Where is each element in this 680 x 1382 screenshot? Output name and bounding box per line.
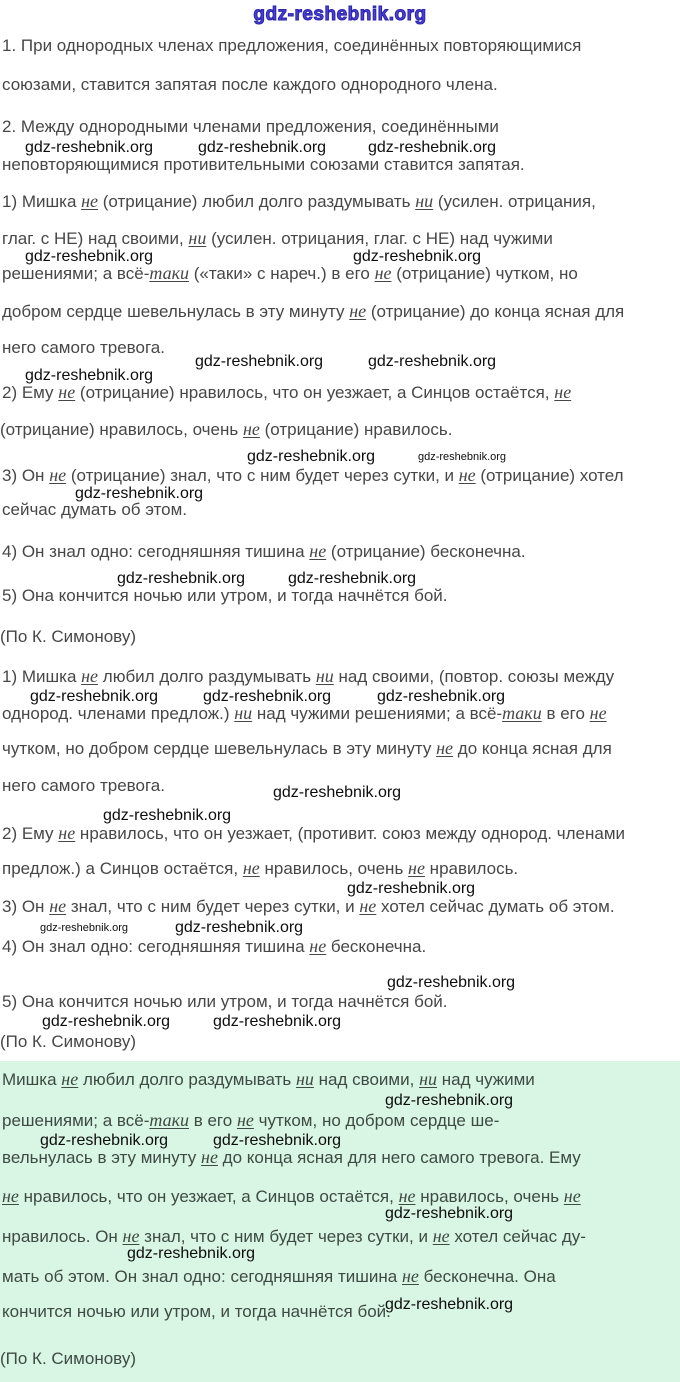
- text-segment: 1. При однородных членах предложения, соединённых повторяющимися: [2, 36, 582, 55]
- text-segment: бесконечна.: [326, 937, 427, 956]
- text-segment: (отрицание) нравилось, очень: [0, 420, 243, 439]
- text-segment: до конца ясная для него самого тревога. Ему: [217, 1148, 581, 1167]
- underlined-word: ни: [295, 1069, 314, 1089]
- text-segment: Мишка: [2, 1070, 62, 1089]
- text-segment: над своими, (повтор. союзы между: [333, 667, 615, 686]
- watermark-text: gdz-reshebnik.org: [213, 1013, 342, 1030]
- underlined-word: не: [309, 936, 327, 956]
- underlined-word: не: [2, 1186, 19, 1206]
- text-line: [2, 667, 614, 686]
- watermark-text: gdz-reshebnik.org: [25, 367, 154, 384]
- text-segment: («таки» с нареч.) в его: [189, 264, 375, 283]
- text-segment: 2) Ему: [2, 824, 59, 843]
- watermark-row: [0, 880, 680, 898]
- text-segment: (отрицание) чутком, но: [391, 264, 578, 283]
- text-line: [2, 192, 596, 211]
- watermark-text: gdz-reshebnik.org: [40, 922, 129, 934]
- text-segment: (По К. Симонову): [0, 627, 136, 646]
- text-segment: чутком, но добром сердце шевельнулась в эту минуту: [2, 739, 437, 758]
- watermark-row: [0, 448, 680, 466]
- watermark-row: [0, 807, 680, 825]
- watermark-text: gdz-reshebnik.org: [347, 880, 476, 897]
- underlined-word: не: [458, 465, 476, 485]
- text-segment: хотел сейчас думать об этом.: [376, 897, 615, 916]
- watermark-row: [0, 784, 680, 802]
- underlined-word: не: [242, 858, 260, 878]
- text-segment: в его: [541, 704, 590, 723]
- watermark-text: gdz-reshebnik.org: [385, 1092, 514, 1109]
- text-segment: добром сердце шевельнулась в эту минуту: [2, 302, 350, 321]
- text-line: [2, 466, 624, 485]
- text-segment: бесконечна. Она: [418, 1267, 556, 1286]
- underlined-word: не: [236, 1110, 254, 1130]
- underlined-word: ни: [419, 1069, 437, 1089]
- text-segment: нравилось. Он: [2, 1227, 123, 1246]
- watermark-text: gdz-reshebnik.org: [385, 1205, 514, 1222]
- watermark-text: gdz-reshebnik.org: [195, 353, 324, 370]
- text-segment: хотел сейчас ду-: [449, 1227, 586, 1246]
- text-line: [2, 824, 625, 843]
- text-segment: предлож.) а Синцов остаётся,: [2, 859, 243, 878]
- text-segment: него самого тревога.: [2, 776, 165, 795]
- watermark-row: [0, 1205, 680, 1223]
- text-line: [2, 586, 448, 605]
- watermark-text: gdz-reshebnik.org: [103, 807, 232, 824]
- watermark-text: gdz-reshebnik.org: [117, 570, 246, 587]
- underlined-word: не: [242, 419, 260, 439]
- text-line: [2, 992, 448, 1011]
- watermark-text: gdz-reshebnik.org: [418, 451, 507, 463]
- underlined-word: не: [58, 382, 76, 402]
- underlined-word: не: [122, 1226, 140, 1246]
- watermark-text: gdz-reshebnik.org: [288, 570, 417, 587]
- text-segment: нравилось.: [424, 859, 519, 878]
- text-segment: знал, что с ним будет через сутки, и: [139, 1227, 433, 1246]
- watermark-text: gdz-reshebnik.org: [203, 688, 332, 705]
- text-line: [2, 1070, 535, 1089]
- text-line: [0, 627, 136, 646]
- watermark-text: gdz-reshebnik.org: [368, 139, 497, 156]
- watermark-row: [0, 919, 680, 937]
- text-segment: нравилось, очень: [259, 859, 409, 878]
- watermark-row: [0, 974, 680, 992]
- text-segment: (По К. Симонову): [0, 1032, 136, 1051]
- underlined-word: не: [201, 1147, 218, 1167]
- watermark-row: [0, 1013, 680, 1031]
- text-line: [0, 1349, 136, 1368]
- text-segment: нравилось, очень: [415, 1187, 564, 1206]
- text-segment: 3) Он: [2, 466, 50, 485]
- text-line: [2, 1187, 581, 1206]
- underlined-word: таки: [502, 703, 542, 723]
- text-segment: (усилен. отрицания,: [433, 192, 596, 211]
- text-segment: (отрицание) нравилось, что он уезжает, а Синцов остаётся,: [75, 383, 555, 402]
- underlined-word: не: [49, 896, 67, 916]
- underlined-word: ни: [415, 191, 434, 211]
- underlined-word: не: [589, 703, 607, 723]
- underlined-word: не: [49, 465, 67, 485]
- text-line: [2, 1302, 391, 1321]
- text-line: [2, 859, 518, 878]
- text-line: [2, 75, 498, 94]
- text-segment: неповторяющимися противительными союзами ставится запятая.: [2, 155, 525, 174]
- underlined-word: не: [401, 1266, 419, 1286]
- text-segment: любил долго раздумывать: [98, 667, 316, 686]
- text-segment: глаг. с НЕ) над своими,: [2, 229, 189, 248]
- text-segment: однород. членами предлож.): [2, 704, 235, 723]
- underlined-word: не: [349, 301, 367, 321]
- text-segment: над своими,: [313, 1070, 420, 1089]
- underlined-word: не: [374, 263, 392, 283]
- watermark-text: gdz-reshebnik.org: [30, 688, 159, 705]
- text-segment: (отрицание) нравилось.: [259, 420, 453, 439]
- text-segment: (По К. Симонову): [0, 1349, 136, 1368]
- text-segment: (отрицание) бесконечна.: [326, 542, 526, 561]
- text-line: [2, 500, 187, 519]
- underlined-word: не: [359, 896, 377, 916]
- watermark-text: gdz-reshebnik.org: [377, 688, 506, 705]
- watermark-text: gdz-reshebnik.org: [368, 353, 497, 370]
- text-segment: 5) Она кончится ночью или утром, и тогда начнётся бой.: [2, 586, 448, 605]
- watermark-text: gdz-reshebnik.org: [273, 784, 402, 801]
- text-segment: (отрицание) хотел: [475, 466, 624, 485]
- text-line: [2, 1111, 499, 1130]
- text-line: [2, 229, 553, 248]
- watermark-text: gdz-reshebnik.org: [42, 1013, 171, 1030]
- watermark-text: gdz-reshebnik.org: [198, 139, 327, 156]
- watermark-row: [0, 1092, 680, 1110]
- watermark-text: gdz-reshebnik.org: [247, 448, 376, 465]
- text-segment: (усилен. отрицания, глаг. с НЕ) над чужими: [206, 229, 553, 248]
- watermark-text: gdz-reshebnik.org: [25, 139, 154, 156]
- text-segment: нравилось, что он уезжает, (противит. союз между однород. членами: [75, 824, 626, 843]
- underlined-word: не: [563, 1186, 581, 1206]
- text-line: [0, 420, 452, 439]
- text-segment: 2) Ему: [2, 383, 59, 402]
- text-line: [0, 1032, 136, 1051]
- text-line: [2, 739, 612, 758]
- watermark-text: gdz-reshebnik.org: [40, 1132, 169, 1149]
- text-line: [2, 36, 581, 55]
- text-segment: решениями; а всё-: [2, 1111, 150, 1130]
- text-segment: 2. Между однородными членами предложения, соединёнными: [2, 117, 499, 136]
- text-segment: 4) Он знал одно: сегодняшняя тишина: [2, 542, 310, 561]
- text-line: [2, 704, 607, 723]
- text-line: [2, 383, 571, 402]
- underlined-word: таки: [149, 1110, 189, 1130]
- text-segment: (отрицание) знал, что с ним будет через сутки, и: [66, 466, 459, 485]
- watermark-text: gdz-reshebnik.org: [175, 919, 304, 936]
- underlined-word: ни: [234, 703, 253, 723]
- underlined-word: не: [81, 191, 99, 211]
- text-line: [2, 1267, 556, 1286]
- text-segment: 4) Он знал одно: сегодняшняя тишина: [2, 937, 310, 956]
- watermark-text: gdz-reshebnik.org: [213, 1132, 342, 1149]
- underlined-word: не: [554, 382, 572, 402]
- watermark-text: gdz-reshebnik.org: [385, 1296, 514, 1313]
- text-segment: над чужими: [437, 1070, 535, 1089]
- watermark-text: gdz-reshebnik.org: [387, 974, 516, 991]
- text-segment: вельнулась в эту минуту: [2, 1148, 202, 1167]
- text-segment: нравилось, что он уезжает, а Синцов остаётся,: [18, 1187, 399, 1206]
- underlined-word: не: [398, 1186, 416, 1206]
- text-segment: мать об этом. Он знал одно: сегодняшняя тишина: [2, 1267, 402, 1286]
- text-segment: кончится ночью или утром, и тогда начнётся бой.: [2, 1302, 391, 1321]
- underlined-word: не: [432, 1226, 450, 1246]
- text-segment: 1) Мишка: [2, 667, 82, 686]
- text-line: [2, 302, 624, 321]
- text-segment: (отрицание) любил долго раздумывать: [98, 192, 416, 211]
- underlined-word: не: [408, 858, 425, 878]
- text-segment: сейчас думать об этом.: [2, 500, 188, 519]
- text-segment: чутком, но добром сердце ше-: [253, 1111, 500, 1130]
- text-segment: знал, что с ним будет через сутки, и: [66, 897, 360, 916]
- site-watermark-top: gdz-reshebnik.org: [253, 4, 427, 25]
- underlined-word: не: [58, 823, 76, 843]
- text-line: [2, 117, 499, 136]
- text-line: [2, 155, 525, 174]
- text-segment: него самого тревога.: [2, 338, 165, 357]
- text-segment: решениями; а всё-: [2, 264, 150, 283]
- text-segment: до конца ясная для: [453, 739, 612, 758]
- text-line: [2, 937, 426, 956]
- text-segment: любил долго раздумывать: [78, 1070, 296, 1089]
- watermark-text: gdz-reshebnik.org: [127, 1245, 256, 1262]
- text-segment: 3) Он: [2, 897, 50, 916]
- text-segment: (отрицание) до конца ясная для: [366, 302, 625, 321]
- text-segment: в его: [189, 1111, 237, 1130]
- watermark-row: [0, 1245, 680, 1263]
- text-line: [2, 897, 615, 916]
- underlined-word: не: [81, 666, 99, 686]
- underlined-word: не: [61, 1069, 79, 1089]
- watermark-text: gdz-reshebnik.org: [25, 248, 154, 265]
- text-line: [2, 1227, 586, 1246]
- watermark-text: gdz-reshebnik.org: [75, 485, 204, 502]
- underlined-word: таки: [149, 263, 189, 283]
- text-segment: над чужими решениями; а всё-: [252, 704, 503, 723]
- underlined-word: не: [309, 541, 327, 561]
- underlined-word: не: [436, 738, 454, 758]
- watermark-text: gdz-reshebnik.org: [353, 248, 482, 265]
- text-segment: 5) Она кончится ночью или утром, и тогда начнётся бой.: [2, 992, 448, 1011]
- text-line: [2, 1148, 581, 1167]
- text-segment: союзами, ставится запятая после каждого однородного члена.: [2, 75, 498, 94]
- text-line: [2, 542, 526, 561]
- underlined-word: ни: [188, 228, 207, 248]
- text-line: [2, 264, 578, 283]
- text-segment: 1) Мишка: [2, 192, 82, 211]
- underlined-word: ни: [315, 666, 334, 686]
